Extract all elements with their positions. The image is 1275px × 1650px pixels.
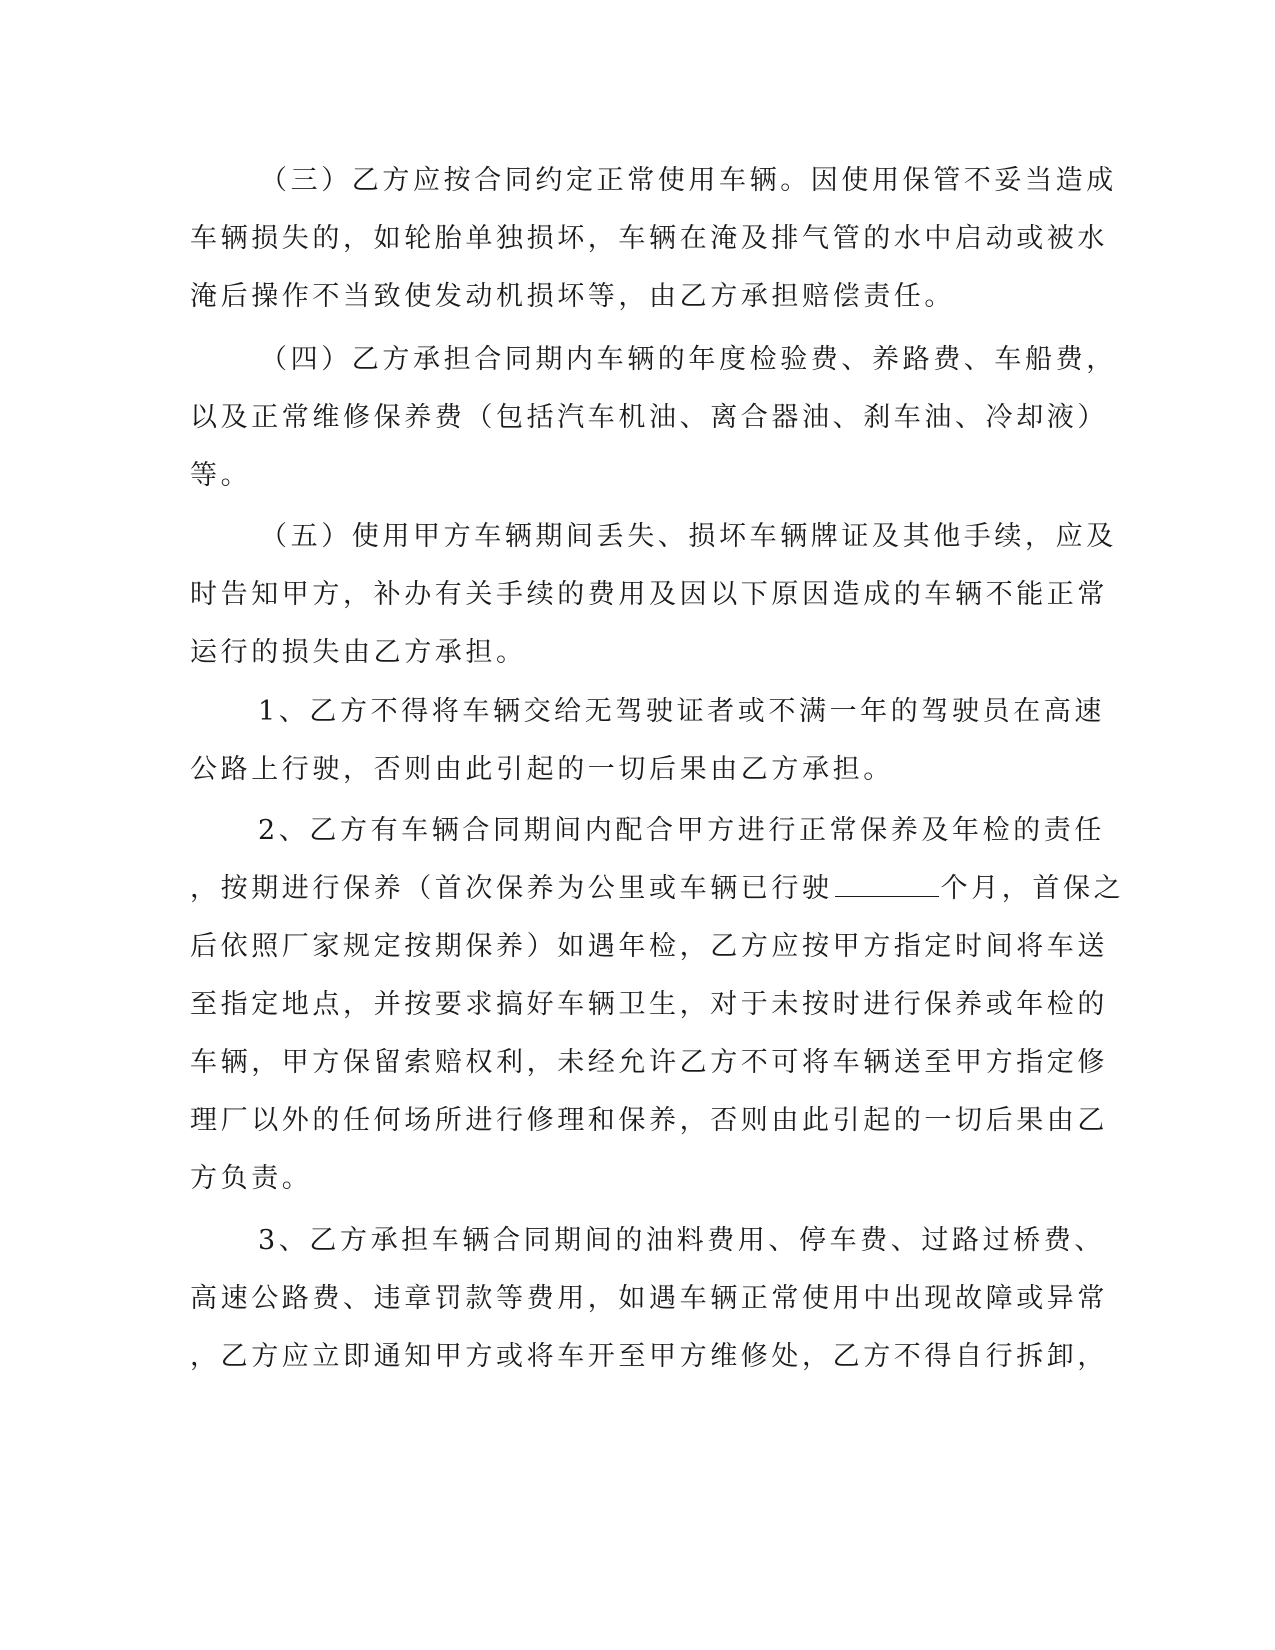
item-2-line-5: 车辆，甲方保留索赔权利，未经允许乙方不可将车辆送至甲方指定修 (190, 1047, 1108, 1078)
item-3-line-2: 高速公路费、违章罚款等费用，如遇车辆正常使用中出现故障或异常 (190, 1283, 1108, 1314)
paragraph-5-line-2: 时告知甲方，补办有关手续的费用及因以下原因造成的车辆不能正常 (190, 579, 1108, 610)
item-2-line-6: 理厂以外的任何场所进行修理和保养，否则由此引起的一切后果由乙 (190, 1105, 1108, 1136)
paragraph-3-line-2: 车辆损失的，如轮胎单独损坏，车辆在淹及排气管的水中启动或被水 (190, 223, 1108, 254)
paragraph-4-line-3: 等。 (190, 460, 252, 491)
item-2-line-7: 方负责。 (190, 1163, 313, 1194)
item-2-line-2-end: 个月，首保之 (940, 873, 1125, 904)
item-2-line-3: 后依照厂家规定按期保养）如遇年检，乙方应按甲方指定时间将车送 (190, 931, 1108, 962)
paragraph-5-line-1: （五）使用甲方车辆期间丢失、损坏车辆牌证及其他手续，应及 (260, 521, 1117, 552)
item-2-line-2 (190, 869, 1124, 909)
item-3-line-1: 3、乙方承担车辆合同期间的油料费用、停车费、过路过桥费、 (258, 1225, 1105, 1256)
item-1-line-1: 1、乙方不得将车辆交给无驾驶证者或不满一年的驾驶员在高速 (258, 696, 1105, 727)
paragraph-4-line-1: （四）乙方承担合同期内车辆的年度检验费、养路费、车船费， (260, 344, 1117, 375)
paragraph-3-line-1: （三）乙方应按合同约定正常使用车辆。因使用保管不妥当造成 (260, 165, 1117, 196)
paragraph-3-line-3: 淹后操作不当致使发动机损坏等，由乙方承担赔偿责任。 (190, 281, 955, 312)
item-3-line-3: ，乙方应立即通知甲方或将车开至甲方维修处，乙方不得自行拆卸， (190, 1341, 1108, 1372)
item-1-line-2: 公路上行驶，否则由此引起的一切后果由乙方承担。 (190, 754, 894, 785)
paragraph-5-line-3: 运行的损失由乙方承担。 (190, 637, 527, 668)
item-2-line-2-start: ，按期进行保养（首次保养为公里或车辆已行驶 (190, 873, 833, 904)
item-2-line-4: 至指定地点，并按要求搞好车辆卫生，对于未按时进行保养或年检的 (190, 989, 1108, 1020)
paragraph-4-line-2: 以及正常维修保养费（包括汽车机油、离合器油、刹车油、冷却液） (190, 402, 1108, 433)
item-2-line-1: 2、乙方有车辆合同期间内配合甲方进行正常保养及年检的责任 (258, 815, 1105, 846)
fill-in-blank (835, 870, 939, 897)
